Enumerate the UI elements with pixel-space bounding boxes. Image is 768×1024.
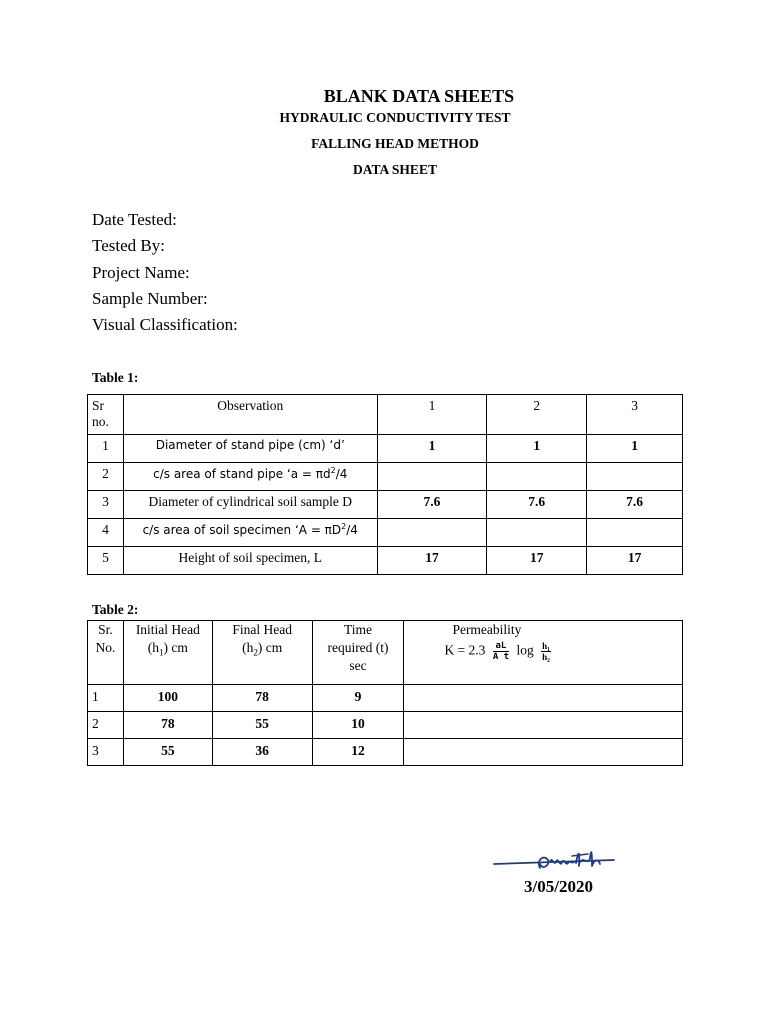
table1-cell-value: 7.6 bbox=[377, 491, 487, 519]
table2-cell-initial: 100 bbox=[123, 685, 212, 712]
table1-cell-value: 1 bbox=[487, 435, 587, 463]
table1-cell-observation: Diameter of cylindrical soil sample D bbox=[123, 491, 377, 519]
sheet-title: BLANK DATA SHEETS bbox=[323, 86, 515, 106]
table2-cell-time: 10 bbox=[312, 712, 404, 739]
signature-date: 3/05/2020 bbox=[524, 877, 593, 896]
table1-cell-sr: 1 bbox=[88, 435, 124, 463]
table1-header-row bbox=[88, 395, 683, 435]
table2-cell-time: 9 bbox=[312, 685, 404, 712]
table1-cell-sr: 5 bbox=[88, 547, 124, 575]
table1-cell-value bbox=[377, 519, 487, 547]
table2-cell-initial: 55 bbox=[123, 739, 212, 766]
table1-cell-value: 17 bbox=[487, 547, 587, 575]
table2-cell-final: 36 bbox=[212, 739, 312, 766]
table1-cell-value: 7.6 bbox=[487, 491, 587, 519]
visual-classification-label: Visual Classification: bbox=[92, 315, 238, 334]
table1-cell-observation: Height of soil specimen, L bbox=[123, 547, 377, 575]
table2-cell-sr: 2 bbox=[88, 712, 124, 739]
table1-header-sr: Sr no. bbox=[88, 395, 124, 435]
table1-cell-value bbox=[487, 463, 587, 491]
table1-cell-value bbox=[377, 463, 487, 491]
table2-header-permeability: Permeability K = 2.3 $\frac{aL}{\text{A t}}$ log $\frac{\text{h₁}}{\text{h₂}}$ bbox=[404, 621, 683, 685]
table-row bbox=[88, 435, 683, 463]
table1-cell-sr: 4 bbox=[88, 519, 124, 547]
permeability-formula: K = 2.3 $\frac{aL}{\text{A t}}$ log $\frac{\text{h₁}}{\text{h₂}}$ bbox=[444, 641, 550, 662]
table-row bbox=[88, 463, 683, 491]
table1-cell-value bbox=[587, 463, 683, 491]
table1-cell-value: 17 bbox=[587, 547, 683, 575]
table1-cell-observation: Diameter of stand pipe (cm) ‘d’ bbox=[123, 435, 377, 463]
table2-header-sr: Sr. No. bbox=[88, 621, 124, 685]
table1-cell-value: 1 bbox=[377, 435, 487, 463]
subtitle-method: FALLING HEAD METHOD bbox=[311, 136, 479, 151]
table1-cell-value: 7.6 bbox=[587, 491, 683, 519]
table2-cell-time: 12 bbox=[312, 739, 404, 766]
subtitle-test-name: HYDRAULIC CONDUCTIVITY TEST bbox=[279, 110, 511, 125]
table1-cell-value bbox=[587, 519, 683, 547]
table1-header-trial-2: 2 bbox=[487, 395, 587, 435]
table1-cell-value: 17 bbox=[377, 547, 487, 575]
table-row bbox=[88, 739, 683, 766]
table2-cell-permeability bbox=[404, 712, 683, 739]
table2-caption: Table 2: bbox=[92, 602, 139, 617]
table2-header-time: Time required (t) sec bbox=[312, 621, 404, 685]
table2-header-initial-head: Initial Head $(h_1)$ cm bbox=[123, 621, 212, 685]
project-name-label: Project Name: bbox=[92, 263, 190, 282]
table2-cell-final: 55 bbox=[212, 712, 312, 739]
table2-cell-permeability bbox=[404, 739, 683, 766]
subtitle-data-sheet: DATA SHEET bbox=[353, 162, 437, 177]
table-row bbox=[88, 712, 683, 739]
head-measurement-table bbox=[87, 620, 683, 766]
table2-cell-final: 78 bbox=[212, 685, 312, 712]
table2-header-final-head: Final Head $(h_2)$ cm bbox=[212, 621, 312, 685]
observation-table bbox=[87, 394, 683, 575]
table-row bbox=[88, 685, 683, 712]
table1-header-trial-3: 3 bbox=[587, 395, 683, 435]
date-tested-label: Date Tested: bbox=[92, 210, 177, 229]
table1-cell-value bbox=[487, 519, 587, 547]
sample-number-label: Sample Number: bbox=[92, 289, 208, 308]
table1-header-trial-1: 1 bbox=[377, 395, 487, 435]
table2-cell-initial: 78 bbox=[123, 712, 212, 739]
table1-caption: Table 1: bbox=[92, 370, 139, 385]
table-row bbox=[88, 547, 683, 575]
tested-by-label: Tested By: bbox=[92, 236, 165, 255]
table1-cell-observation: c/s area of stand pipe ‘$a = \pi d^2/4$ bbox=[123, 463, 377, 491]
table2-cell-sr: 1 bbox=[88, 685, 124, 712]
table1-cell-observation: c/s area of soil specimen ‘$A = \pi D^2/4$ bbox=[123, 519, 377, 547]
table2-cell-sr: 3 bbox=[88, 739, 124, 766]
table-row bbox=[88, 519, 683, 547]
table2-cell-permeability bbox=[404, 685, 683, 712]
table-row bbox=[88, 491, 683, 519]
table1-cell-value: 1 bbox=[587, 435, 683, 463]
table1-header-observation: Observation bbox=[123, 395, 377, 435]
table2-header-row bbox=[88, 621, 683, 685]
table1-cell-sr: 2 bbox=[88, 463, 124, 491]
table1-cell-sr: 3 bbox=[88, 491, 124, 519]
handwritten-signature bbox=[492, 844, 617, 878]
